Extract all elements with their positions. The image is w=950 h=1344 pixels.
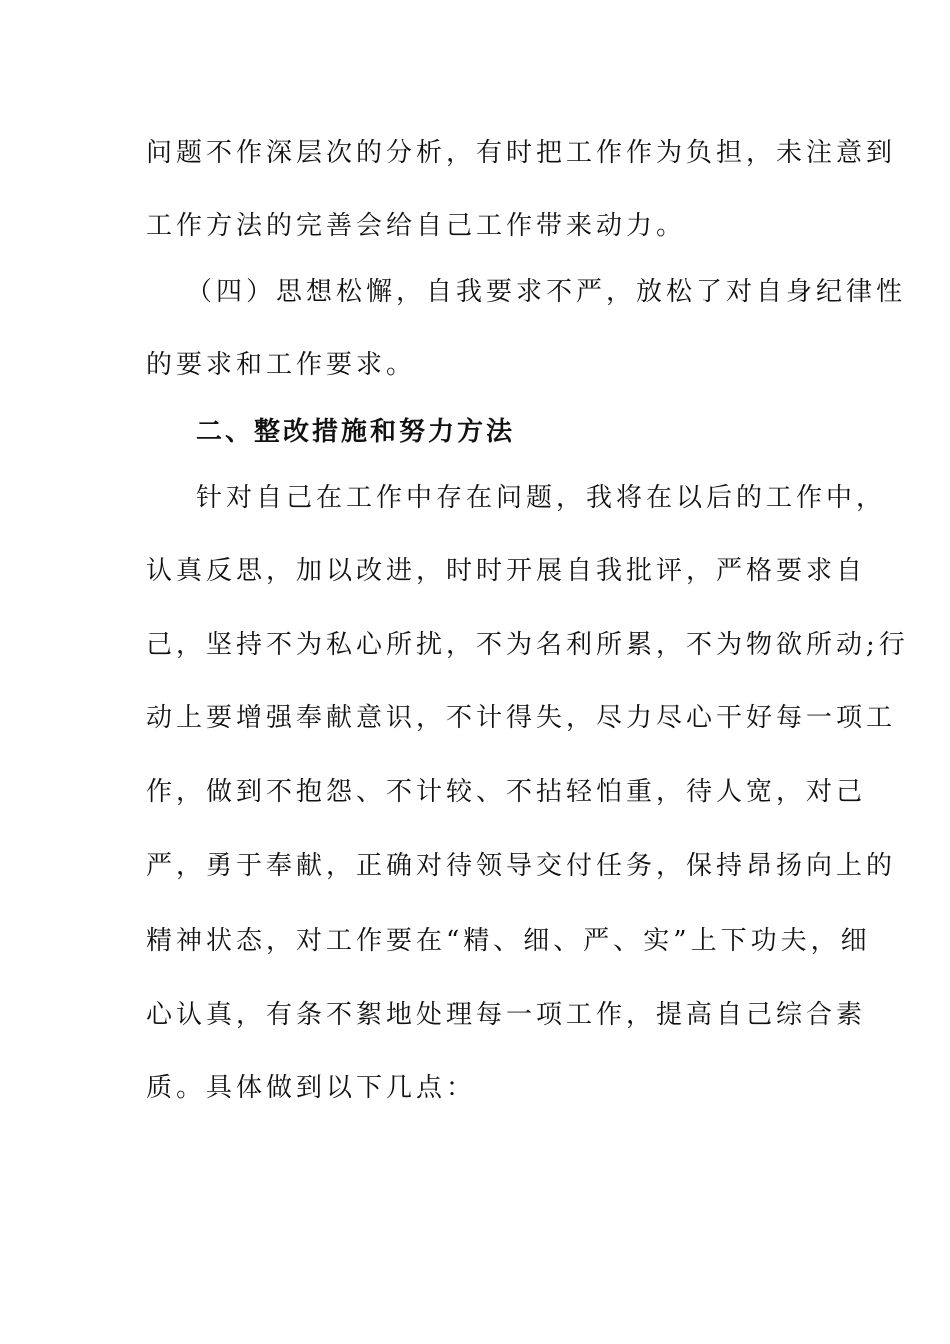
paragraph-line: （四）思想松懈，自我要求不严，放松了对自身纪律性 [186, 277, 907, 307]
paragraph-line: 质。具体做到以下几点： [146, 1073, 477, 1103]
paragraph-line: 作，做到不抱怨、不计较、不拈轻怕重，待人宽，对己 [146, 777, 867, 807]
paragraph-line: 动上要增强奉献意识，不计得失，尽力尽心干好每一项工 [146, 703, 897, 733]
paragraph-line: 问题不作深层次的分析，有时把工作作为负担，未注意到 [146, 138, 897, 168]
paragraph-line: 心认真，有条不絮地处理每一项工作，提高自己综合素 [146, 1000, 867, 1030]
paragraph-line: 严，勇于奉献，正确对待领导交付任务，保持昂扬向上的 [146, 851, 897, 881]
paragraph-line: 工作方法的完善会给自己工作带来动力。 [146, 211, 687, 241]
paragraph-line: 针对自己在工作中存在问题，我将在以后的工作中， [196, 483, 887, 513]
section-heading: 二、整改措施和努力方法 [196, 417, 516, 447]
paragraph-line: 精神状态，对工作要在“精、细、严、实”上下功夫，细 [146, 926, 871, 956]
paragraph-line: 的要求和工作要求。 [146, 350, 417, 380]
paragraph-line: 认真反思，加以改进，时时开展自我批评，严格要求自 [146, 556, 867, 586]
paragraph-line: 己，坚持不为私心所扰，不为名利所累，不为物欲所动;行 [146, 630, 909, 660]
